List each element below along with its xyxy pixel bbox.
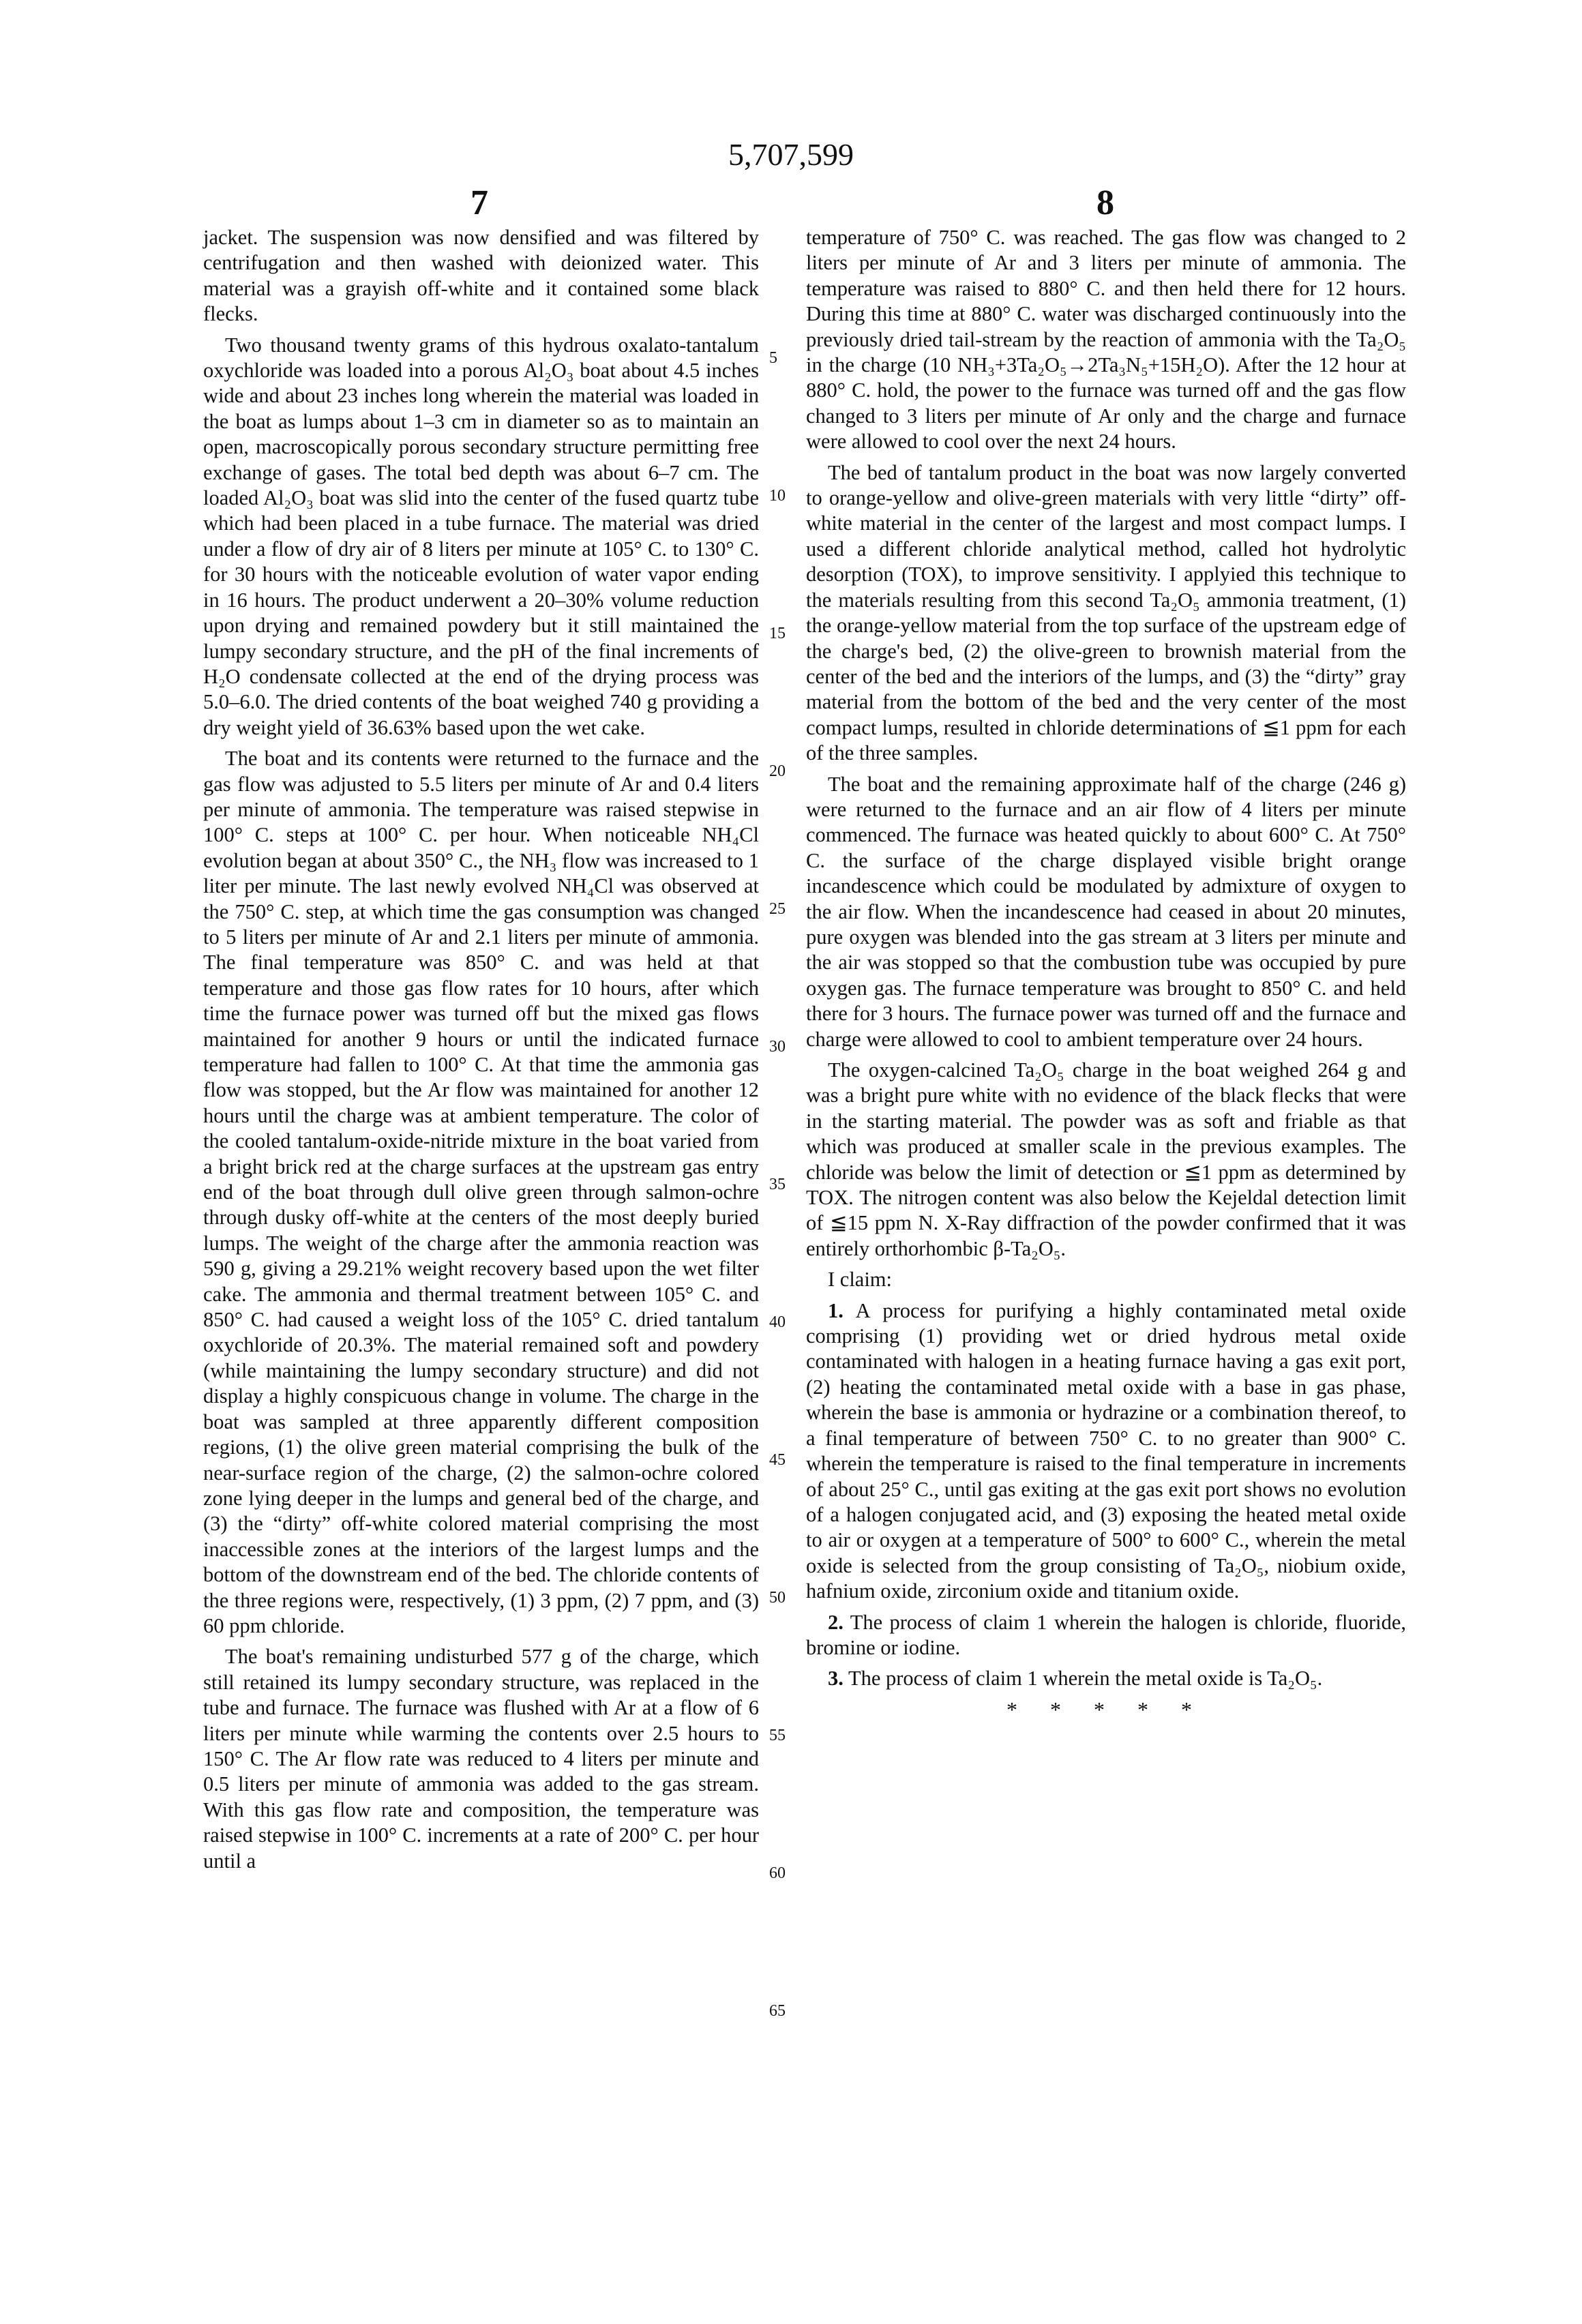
line-number: 20 (769, 762, 786, 781)
claim-3 (806, 1666, 1406, 1691)
line-number: 45 (769, 1451, 786, 1470)
claim-2 (806, 1610, 1406, 1661)
claim-number: 3. (828, 1667, 844, 1690)
line-number: 30 (769, 1038, 786, 1056)
claim-text: The process of claim 1 wherein the halogen is chloride, fluoride, bromine or iodine. (806, 1611, 1406, 1659)
line-number: 5 (769, 349, 777, 368)
paragraph: The boat and its contents were returned to the furnace and the gas flow was adjusted to 5.5 liters per minute of Ar and 0.4 liters per minute of ammonia. The temperature was raised stepwise in 100° C. steps at 100° C. per hour. When noticeable NH₄Cl evolution began at about 350° C., the NH₃ flow was increased to 1 liter per minute. The last newly evolved NH₄Cl was observed at the 750° C. step, at which time the gas consumption was changed to 5 liters per minute of Ar and 2.1 liters per minute of ammonia. The final temperature was 850° C. and was held at that temperature and those gas flow rates for 10 hours, after which time the furnace power was turned off but the mixed gas flows maintained for another 9 hours or until the indicated furnace temperature had fallen to 100° C. At that time the ammonia gas flow was stopped, but the Ar flow was maintained for another 12 hours until the charge was at ambient temperature. The color of the cooled tantalum-oxide-nitride mixture in the boat varied from a bright brick red at the charge surfaces at the upstream gas entry end of the boat through dull olive green through salmon-ochre through dusky off-white at the centers of the most deeply buried lumps. The weight of the charge after the ammonia reaction was 590 g, giving a 29.21% weight recovery based upon the wet filter cake. The ammonia and thermal treatment between 105° C. and 850° C. had caused a weight loss of the 105° C. dried tantalum oxychloride of 20.3%. The material remained soft and powdery (while maintaining the lumpy secondary structure) and did not display a highly conspicuous change in volume. The charge in the boat was sampled at three apparently different composition regions, (1) the olive green material comprising the bulk of the near-surface region of the charge, (2) the salmon-ochre colored zone lying deeper in the lumps and general bed of the charge, and (3) the “dirty” off-white colored material comprising the most inaccessible zones at the interiors of the largest lumps and the bottom of the downstream end of the bed. The chloride contents of the three regions were, respectively, (1) 3 ppm, (2) 7 ppm, and (3) 60 ppm chloride. (203, 746, 759, 1639)
end-mark: * * * * * (806, 1697, 1406, 1723)
line-number: 55 (769, 1727, 786, 1745)
right-column (806, 225, 1406, 1728)
paragraph: jacket. The suspension was now densified and was filtered by centrifugation and then washed with deionized water. This material was a grayish off-white and it contained some black flecks. (203, 225, 759, 327)
line-number: 15 (769, 625, 786, 643)
claim-number: 1. (828, 1299, 844, 1322)
patent-number: 5,707,599 (0, 136, 1582, 173)
paragraph: The oxygen-calcined Ta₂O₅ charge in the boat weighed 264 g and was a bright pure white with no evidence of the black flecks that were in the starting material. The powder was as soft and friable as that which was produced at smaller scale in the previous examples. The chloride was below the limit of detection or ≦1 ppm as determined by TOX. The nitrogen content was also below the Kejeldal detection limit of ≦15 ppm N. X-Ray diffraction of the powder confirmed that it was entirely orthorhombic β-Ta₂O₅. (806, 1058, 1406, 1262)
column-number-right: 8 (1096, 183, 1114, 223)
line-number: 35 (769, 1176, 786, 1194)
column-number-left: 7 (471, 183, 488, 223)
claims-intro: I claim: (806, 1267, 1406, 1292)
claim-number: 2. (828, 1611, 844, 1634)
claim-text: The process of claim 1 wherein the metal oxide is Ta₂O₅. (844, 1667, 1322, 1690)
line-number: 65 (769, 2002, 786, 2021)
paragraph: Two thousand twenty grams of this hydrous oxalato-tantalum oxychloride was loaded into a porous Al₂O₃ boat about 4.5 inches wide and about 23 inches long wherein the material was loaded in the boat as lumps about 1–3 cm in diameter so as to maintain an open, macroscopically porous secondary structure permitting free exchange of gases. The total bed depth was about 6–7 cm. The loaded Al₂O₃ boat was slid into the center of the fused quartz tube which had been placed in a tube furnace. The material was dried under a flow of dry air of 8 liters per minute at 105° C. to 130° C. for 30 hours with the noticeable evolution of water vapor ending in 16 hours. The product underwent a 20–30% volume reduction upon drying and remained powdery but it still maintained the lumpy secondary structure, and the pH of the final increments of H₂O condensate collected at the end of the drying process was 5.0–6.0. The dried contents of the boat weighed 740 g providing a dry weight yield of 36.63% based upon the wet cake. (203, 333, 759, 741)
line-number: 25 (769, 900, 786, 919)
line-number: 40 (769, 1313, 786, 1332)
claim-text: A process for purifying a highly contaminated metal oxide comprising (1) providing wet or dried hydrous metal oxide contaminated with halogen in a heating furnace having a gas exit port, (2) heating the contaminated metal oxide with a base in gas phase, wherein the base is ammonia or hydrazine or a combination thereof, to a final temperature of between 750° C. to no greater than 900° C. wherein the temperature is raised to the final temperature in increments of about 25° C., until gas exiting at the gas exit port shows no evolution of a halogen conjugated acid, and (3) exposing the heated metal oxide to air or oxygen at a temperature of 500° to 600° C., wherein the metal oxide is selected from the group consisting of Ta₂O₅, niobium oxide, hafnium oxide, zirconium oxide and titanium oxide. (806, 1299, 1406, 1603)
claim-1 (806, 1298, 1406, 1605)
line-number: 10 (769, 487, 786, 505)
paragraph: The bed of tantalum product in the boat was now largely converted to orange-yellow and olive-green materials with very little “dirty” off-white material in the center of the largest and most compact lumps. I used a different chloride analytical method, called hot hydrolytic desorption (TOX), to improve sensitivity. I applyied this technique to the materials resulting from this second Ta₂O₅ ammonia treatment, (1) the orange-yellow material from the top surface of the upstream edge of the charge's bed, (2) the olive-green to brownish material from the center of the bed and the interiors of the lumps, and (3) the “dirty” gray material from the bottom of the bed and the very center of the most compact lumps, resulted in chloride determinations of ≦1 ppm for each of the three samples. (806, 460, 1406, 766)
paragraph: The boat and the remaining approximate half of the charge (246 g) were returned to the furnace and an air flow of 4 liters per minute commenced. The furnace was heated quickly to about 600° C. At 750° C. the surface of the charge displayed visible bright orange incandescence which could be modulated by admixture of oxygen to the air flow. When the incandescence had ceased in about 20 minutes, pure oxygen was blended into the gas stream at 3 liters per minute and the air was stopped so that the combustion tube was occupied by pure oxygen gas. The furnace temperature was brought to 850° C. and held there for 3 hours. The furnace power was turned off and the furnace and charge were allowed to cool to ambient temperature over 24 hours. (806, 772, 1406, 1052)
left-column (203, 225, 759, 1879)
paragraph: temperature of 750° C. was reached. The gas flow was changed to 2 liters per minute of Ar and 3 liters per minute of ammonia. The temperature was raised to 880° C. and then held there for 12 hours. During this time at 880° C. water was discharged continuously into the previously dried tail-stream by the reaction of ammonia with the Ta₂O₅ in the charge (10 NH₃+3Ta₂O₅→2Ta₃N₅+15H₂O). After the 12 hour at 880° C. hold, the power to the furnace was turned off and the gas flow changed to 3 liters per minute of Ar only and the charge and furnace were allowed to cool over the next 24 hours. (806, 225, 1406, 455)
line-number: 50 (769, 1589, 786, 1607)
paragraph: The boat's remaining undisturbed 577 g of the charge, which still retained its lumpy secondary structure, was replaced in the tube and furnace. The furnace was flushed with Ar at a flow of 6 liters per minute while warming the contents over 2.5 hours to 150° C. The Ar flow rate was reduced to 4 liters per minute and 0.5 liters per minute of ammonia was added to the gas stream. With this gas flow rate and composition, the temperature was raised stepwise in 100° C. increments at a rate of 200° C. per hour until a (203, 1644, 759, 1874)
line-number: 60 (769, 1864, 786, 1883)
